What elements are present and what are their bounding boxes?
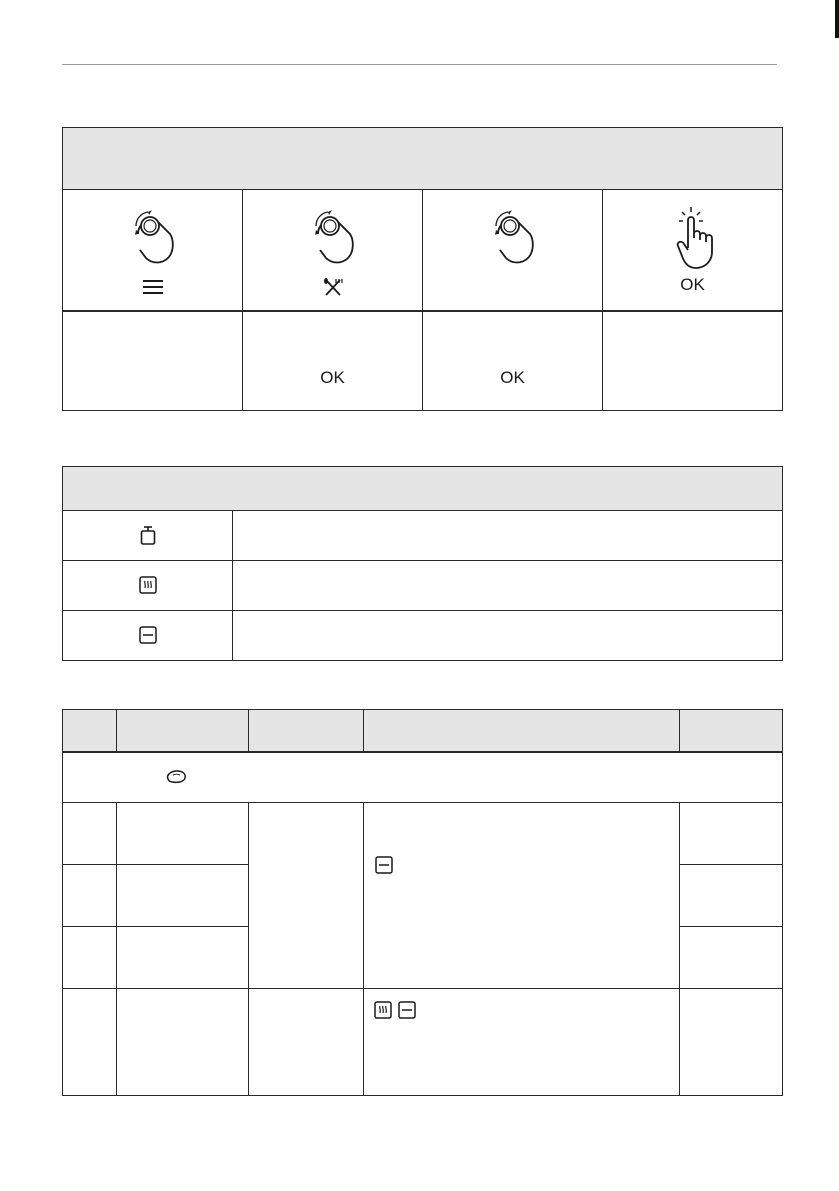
row-4-cell-1 — [63, 989, 117, 1096]
row-2-cell-2 — [117, 865, 249, 927]
row-2-cell-5 — [680, 865, 783, 927]
col-header-3 — [249, 710, 364, 753]
meat-icon — [165, 770, 187, 784]
category-row-meat — [63, 752, 783, 803]
step-4-icon-cell — [603, 190, 783, 312]
header-rule — [62, 64, 777, 65]
rotate-knob-hand-icon — [478, 204, 548, 274]
symbols-table — [62, 466, 783, 661]
step-1-icon-cell — [63, 190, 243, 312]
row-3-cell-1 — [63, 927, 117, 989]
row-2-cell-1 — [63, 865, 117, 927]
row-4-cell-2 — [117, 989, 249, 1096]
symbol-desc-grill — [233, 561, 783, 611]
row-4-cell-5 — [680, 989, 783, 1096]
row-1-cell-5 — [680, 803, 783, 865]
symbol-cell-timer — [63, 511, 233, 561]
step-2-icon-cell — [243, 190, 423, 312]
row-1-cell-2 — [117, 803, 249, 865]
ok-label: OK — [680, 275, 705, 294]
steps-table-header — [63, 128, 783, 190]
grill-icon — [139, 576, 157, 594]
row-4-cell-3 — [249, 989, 364, 1096]
row-4-icons — [364, 989, 679, 1019]
step-3-icon-cell — [423, 190, 603, 312]
col-header-4 — [364, 710, 680, 753]
press-hand-icon — [658, 204, 728, 274]
steps-table — [62, 127, 783, 411]
symbol-cell-grill — [63, 561, 233, 611]
cutlery-icon — [323, 278, 343, 296]
col-header-5 — [680, 710, 783, 753]
symbol-desc-timer — [233, 511, 783, 561]
col-header-2 — [117, 710, 249, 753]
symbols-table-header — [63, 467, 783, 511]
step-2-text — [243, 311, 423, 411]
cooking-table — [62, 709, 783, 1096]
menu-icon — [142, 279, 164, 295]
step-4-text — [603, 311, 783, 411]
row-1-cell-1 — [63, 803, 117, 865]
timer-icon — [140, 526, 156, 546]
rotate-knob-hand-icon — [118, 204, 188, 274]
bottom-heat-icon — [398, 1001, 416, 1019]
row-3-cell-2 — [117, 927, 249, 989]
grill-icon — [374, 1001, 392, 1019]
symbol-desc-bottom-heat — [233, 611, 783, 661]
row-4-cell-4 — [364, 989, 680, 1096]
step-2-ok: OK — [320, 368, 345, 387]
page-edge-tab — [835, 0, 839, 38]
step-1-text — [63, 311, 243, 411]
symbol-cell-bottom-heat — [63, 611, 233, 661]
step-3-text — [423, 311, 603, 411]
bottom-heat-icon — [375, 856, 393, 874]
col-header-1 — [63, 710, 117, 753]
rows-1-3-cell-4 — [364, 803, 680, 989]
rows-1-3-cell-3 — [249, 803, 364, 989]
step-3-ok: OK — [500, 368, 525, 387]
row-3-cell-5 — [680, 927, 783, 989]
bottom-heat-icon — [139, 626, 157, 644]
rotate-knob-hand-icon — [298, 204, 368, 274]
